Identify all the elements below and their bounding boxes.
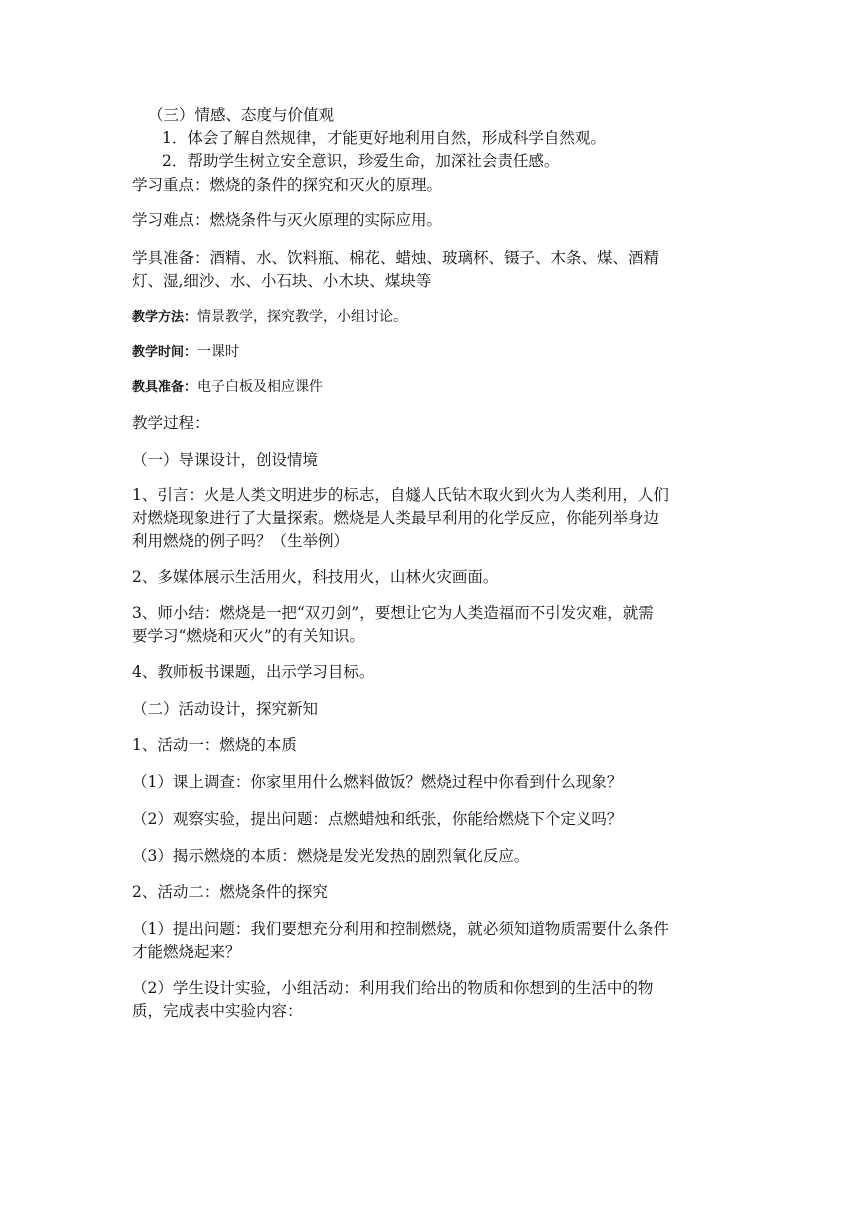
activity-2-question-1-line-1: （1）提出问题：我们要想充分利用和控制燃烧，就必须知道物质需要什么条件	[132, 920, 669, 938]
teaching-tools-label: 教具准备：	[132, 380, 198, 395]
activity-1-title: 1、活动一：燃烧的本质	[132, 736, 297, 754]
activity-1-question-3: （3）揭示燃烧的本质：燃烧是发光发热的剧烈氧化反应。	[132, 847, 530, 865]
activity-1-question-2: （2）观察实验，提出问题：点燃蜡烛和纸张，你能给燃烧下个定义吗？	[132, 810, 623, 828]
part1-paragraph-2: 2、多媒体展示生活用火，科技用火，山林火灾画面。	[132, 568, 499, 586]
teaching-time-text: 一课时	[197, 344, 240, 360]
part2-heading: （二）活动设计，探究新知	[132, 700, 319, 718]
teaching-method	[132, 306, 407, 329]
teaching-method-text: 情景教学，探究教学，小组讨论。	[197, 309, 408, 325]
part1-paragraph-3-line-2: 要学习“燃烧和灭火”的有关知识。	[132, 627, 365, 645]
activity-1-question-1: （1）课上调查：你家里用什么燃料做饭？燃烧过程中你看到什么现象？	[132, 773, 623, 791]
part1-paragraph-3-line-1: 3、师小结：燃烧是一把“双刃剑”，要想让它为人类造福而不引发灾难，就需	[132, 604, 654, 622]
activity-2-question-2-line-2: 质，完成表中实验内容：	[132, 1002, 303, 1020]
teaching-tools	[132, 376, 323, 399]
materials-line-2: 灯、湿,细沙、水、小石块、小木块、煤块等	[132, 272, 432, 290]
part1-paragraph-4: 4、教师板书课题，出示学习目标。	[132, 663, 375, 681]
activity-2-question-1-line-2: 才能燃烧起来？	[132, 943, 241, 961]
teaching-time	[132, 341, 239, 364]
attitude-item-1: 1．体会了解自然规律，才能更好地利用自然，形成科学自然观。	[162, 129, 606, 147]
activity-2-question-2-line-1: （2）学生设计实验，小组活动：利用我们给出的物质和你想到的生活中的物	[132, 979, 654, 997]
key-points: 学习重点：燃烧的条件的探究和灭火的原理。	[132, 176, 443, 194]
materials-line-1: 学具准备：酒精、水、饮料瓶、棉花、蜡烛、玻璃杯、镊子、木条、煤、酒精	[132, 249, 660, 267]
teaching-time-label: 教学时间：	[132, 345, 198, 360]
part1-heading: （一）导课设计，创设情境	[132, 451, 319, 469]
part1-paragraph-1-line-3: 利用燃烧的例子吗？（生举例）	[132, 532, 350, 550]
section-heading-attitudes: （三）情感、态度与价值观	[148, 106, 335, 124]
process-heading: 教学过程：	[132, 414, 210, 432]
difficulties: 学习难点：燃烧条件与灭火原理的实际应用。	[132, 211, 443, 229]
teaching-method-label: 教学方法：	[132, 310, 198, 325]
teaching-tools-text: 电子白板及相应课件	[197, 379, 324, 395]
activity-2-title: 2、活动二：燃烧条件的探究	[132, 883, 328, 901]
part1-paragraph-1-line-1: 1、引言：火是人类文明进步的标志，自燧人氏钻木取火到火为人类利用，人们	[132, 486, 669, 504]
attitude-item-2: 2．帮助学生树立安全意识，珍爱生命，加深社会责任感。	[162, 152, 560, 170]
part1-paragraph-1-line-2: 对燃烧现象进行了大量探索。燃烧是人类最早利用的化学反应，你能列举身边	[132, 509, 660, 527]
